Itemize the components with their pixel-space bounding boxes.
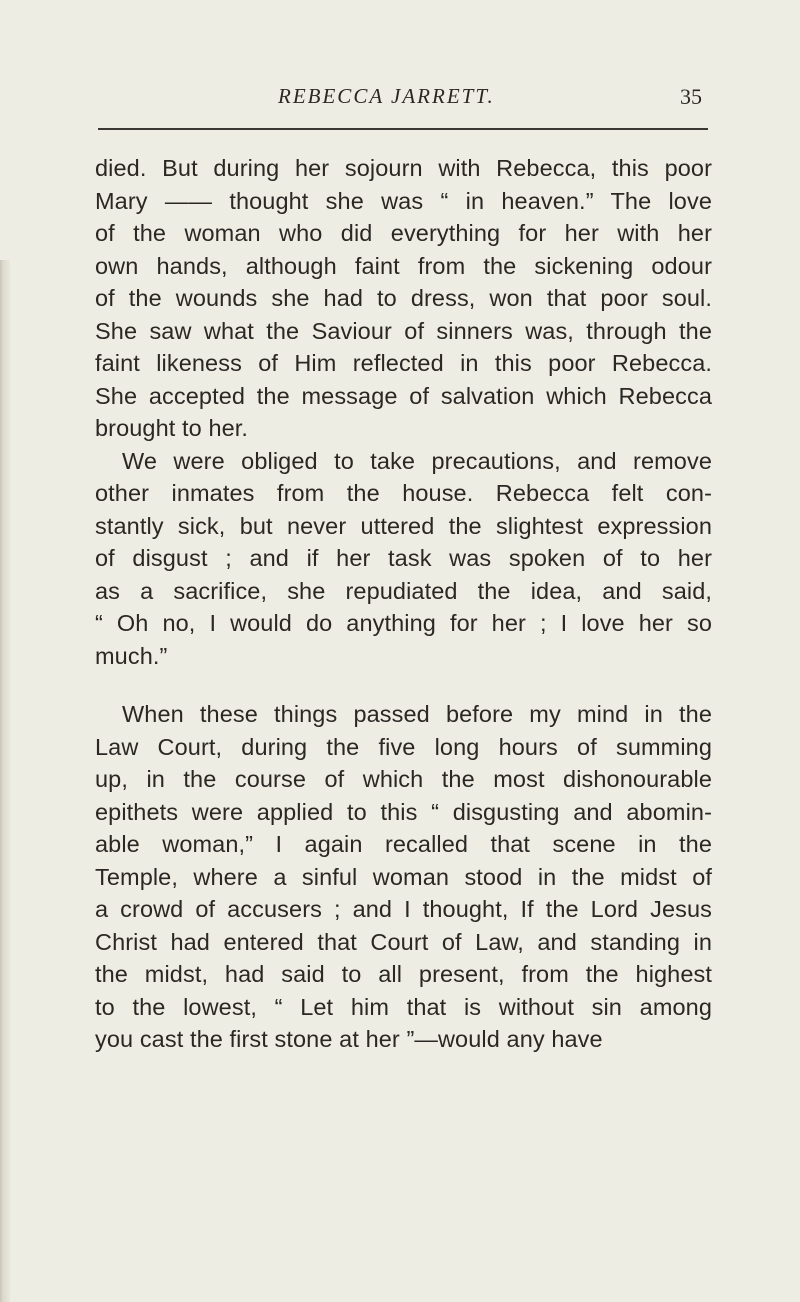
text-line: up, in the course of which the most dishonourable (95, 766, 712, 792)
text-line: died. But during her sojourn with Rebecca, this poor (95, 155, 712, 181)
text-line: of disgust ; and if her task was spoken of to her (95, 545, 712, 571)
text-line: Mary —— thought she was “ in heaven.” The love (95, 187, 712, 214)
paragraph-gap (95, 672, 712, 698)
text-line: Temple, where a sinful woman stood in the midst of (95, 863, 712, 890)
text-line: She accepted the message of salvation which Rebecca (95, 382, 712, 409)
text-line: When these things passed before my mind in the (122, 701, 712, 727)
text-line: able woman,” I again recalled that scene in the (95, 831, 712, 857)
text-line: She saw what the Saviour of sinners was, through the (95, 317, 712, 344)
text-line: stantly sick, but never uttered the slightest expression (95, 512, 712, 539)
page-number: 35 (680, 84, 702, 109)
paragraph (95, 445, 712, 673)
page-header (95, 78, 710, 118)
text-line: much.” (95, 642, 168, 669)
text-line: We were obliged to take precautions, and remove (122, 447, 712, 474)
text-line: “ Oh no, I would do anything for her ; I love her so (95, 610, 712, 636)
text-line: epithets were applied to this “ disgusting and abomin- (95, 798, 712, 825)
body-text (95, 152, 712, 1056)
header-rule (98, 128, 708, 130)
text-line: Christ had entered that Court of Law, and standing in (95, 928, 712, 955)
text-line: a crowd of accusers ; and I thought, If the Lord Jesus (95, 896, 712, 922)
text-line: the midst, had said to all present, from the highest (95, 961, 712, 987)
text-line: you cast the first stone at her ”—would any have (95, 1026, 603, 1052)
page-edge-shadow (0, 260, 10, 1302)
text-line: own hands, although faint from the sickening odour (95, 252, 712, 279)
text-line: of the wounds she had to dress, won that poor soul. (95, 285, 712, 311)
text-line: faint likeness of Him reflected in this poor Rebecca. (95, 350, 712, 376)
text-line: as a sacrifice, she repudiated the idea, and said, (95, 577, 712, 604)
running-head: REBECCA JARRETT. (278, 84, 495, 108)
text-line: Law Court, during the five long hours of summing (95, 733, 712, 760)
paragraph (95, 698, 712, 1056)
text-line: of the woman who did everything for her with her (95, 220, 712, 246)
text-line: to the lowest, “ Let him that is without sin among (95, 993, 712, 1020)
text-line: other inmates from the house. Rebecca felt con- (95, 480, 712, 506)
paragraph (95, 152, 712, 445)
text-line: brought to her. (95, 415, 249, 441)
